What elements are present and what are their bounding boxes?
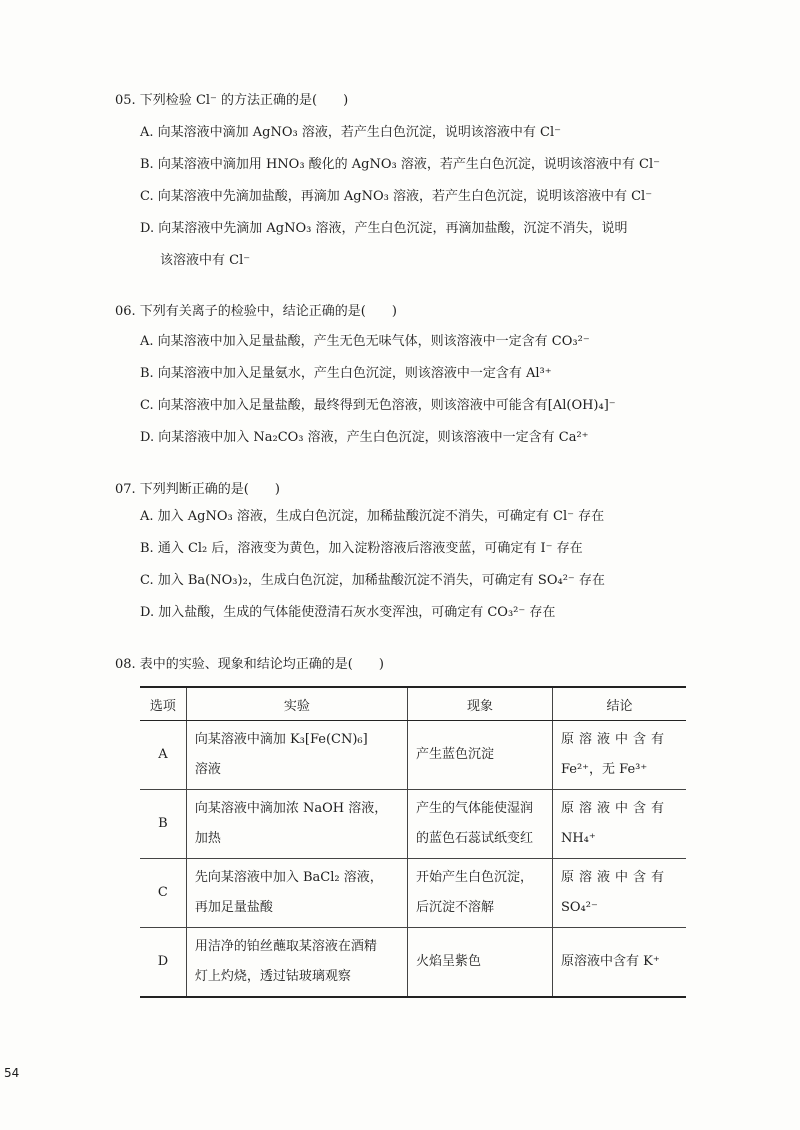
- q05-option-a: A. 向某溶液中滴加 AgNO₃ 溶液，若产生白色沉淀，说明该溶液中有 Cl⁻: [140, 125, 561, 140]
- row-phenomenon: [408, 928, 553, 998]
- q05-option-d-continued: 该溶液中有 Cl⁻: [160, 253, 251, 268]
- row-option: B: [140, 790, 186, 859]
- cell-line: SO₄²⁻: [560, 900, 598, 915]
- cell-line: 先向某溶液中加入 BaCl₂ 溶液，: [194, 870, 383, 885]
- cell-line: 向某溶液中滴加浓 NaOH 溶液，: [194, 801, 388, 816]
- q06-option-d: D. 向某溶液中加入 Na₂CO₃ 溶液，产生白色沉淀，则该溶液中一定含有 Ca²⁺: [140, 430, 589, 445]
- page-number: 54: [4, 1066, 20, 1080]
- cell-line: 产生的气体能使湿润: [416, 801, 534, 816]
- header-conclusion: 结论: [552, 687, 686, 721]
- header-option: 选项: [140, 687, 186, 721]
- table-row: [140, 928, 686, 998]
- cell-line: 原溶液中含有: [560, 870, 669, 885]
- row-phenomenon: [408, 859, 553, 928]
- row-conclusion: [552, 721, 686, 790]
- cell-line: 原溶液中含有: [560, 801, 669, 816]
- cell-line: 产生蓝色沉淀: [416, 747, 495, 762]
- cell-line: 原溶液中含有: [560, 732, 669, 747]
- q06-option-a: A. 向某溶液中加入足量盐酸，产生无色无味气体，则该溶液中一定含有 CO₃²⁻: [140, 334, 590, 349]
- q07-option-a: A. 加入 AgNO₃ 溶液，生成白色沉淀，加稀盐酸沉淀不消失，可确定有 Cl⁻ 存在: [140, 509, 605, 524]
- row-conclusion: [552, 790, 686, 859]
- row-experiment: [186, 721, 407, 790]
- row-experiment: [186, 859, 407, 928]
- question-07-title: 07. 下列判断正确的是( ): [115, 482, 280, 497]
- row-experiment: [186, 928, 407, 998]
- cell-line: 后沉淀不溶解: [416, 900, 495, 915]
- q05-option-d: D. 向某溶液中先滴加 AgNO₃ 溶液，产生白色沉淀，再滴加盐酸，沉淀不消失，说明: [140, 221, 628, 236]
- cell-line: 向某溶液中滴加 K₃[Fe(CN)₆]: [194, 732, 368, 747]
- cell-line: 加热: [194, 831, 221, 846]
- row-option: A: [140, 721, 186, 790]
- row-phenomenon: [408, 721, 553, 790]
- table-row: [140, 721, 686, 790]
- row-experiment: [186, 790, 407, 859]
- row-phenomenon: [408, 790, 553, 859]
- row-conclusion: [552, 859, 686, 928]
- cell-line: NH₄⁺: [560, 831, 596, 846]
- q07-option-b: B. 通入 Cl₂ 后，溶液变为黄色，加入淀粉溶液后溶液变蓝，可确定有 I⁻ 存在: [140, 541, 583, 556]
- table-row: [140, 790, 686, 859]
- cell-line: 的蓝色石蕊试纸变红: [416, 831, 534, 846]
- row-option: D: [140, 928, 186, 998]
- q07-option-c: C. 加入 Ba(NO₃)₂，生成白色沉淀，加稀盐酸沉淀不消失，可确定有 SO₄²⁻ 存在: [140, 573, 605, 588]
- header-experiment: 实验: [186, 687, 407, 721]
- q07-option-d: D. 加入盐酸，生成的气体能使澄清石灰水变浑浊，可确定有 CO₃²⁻ 存在: [140, 605, 556, 620]
- results-table: [140, 686, 686, 998]
- cell-line: 再加足量盐酸: [194, 900, 273, 915]
- cell-line: 用洁净的铂丝蘸取某溶液在酒精: [194, 939, 377, 954]
- header-phenomenon: 现象: [408, 687, 553, 721]
- cell-line: 灯上灼烧，透过钴玻璃观察: [194, 969, 351, 984]
- table-header-row: [140, 687, 686, 721]
- cell-line: 溶液: [194, 762, 221, 777]
- row-conclusion: [552, 928, 686, 998]
- q05-option-c: C. 向某溶液中先滴加盐酸，再滴加 AgNO₃ 溶液，若产生白色沉淀，说明该溶液中有 Cl⁻: [140, 189, 653, 204]
- q05-option-b: B. 向某溶液中滴加用 HNO₃ 酸化的 AgNO₃ 溶液，若产生白色沉淀，说明该溶液中有 Cl⁻: [140, 157, 660, 172]
- cell-line: 原溶液中含有 K⁺: [560, 954, 660, 969]
- cell-line: Fe²⁺，无 Fe³⁺: [560, 762, 648, 777]
- question-08-title: 08. 表中的实验、现象和结论均正确的是( ): [115, 657, 384, 672]
- q06-option-b: B. 向某溶液中加入足量氨水，产生白色沉淀，则该溶液中一定含有 Al³⁺: [140, 366, 552, 381]
- table-row: [140, 859, 686, 928]
- cell-line: 开始产生白色沉淀，: [416, 870, 534, 885]
- row-option: C: [140, 859, 186, 928]
- question-06-title: 06. 下列有关离子的检验中，结论正确的是( ): [115, 304, 397, 319]
- cell-line: 火焰呈紫色: [416, 954, 482, 969]
- question-05-title: 05. 下列检验 Cl⁻ 的方法正确的是( ): [115, 93, 349, 108]
- q06-option-c: C. 向某溶液中加入足量盐酸，最终得到无色溶液，则该溶液中可能含有[Al(OH)₄]⁻: [140, 398, 616, 413]
